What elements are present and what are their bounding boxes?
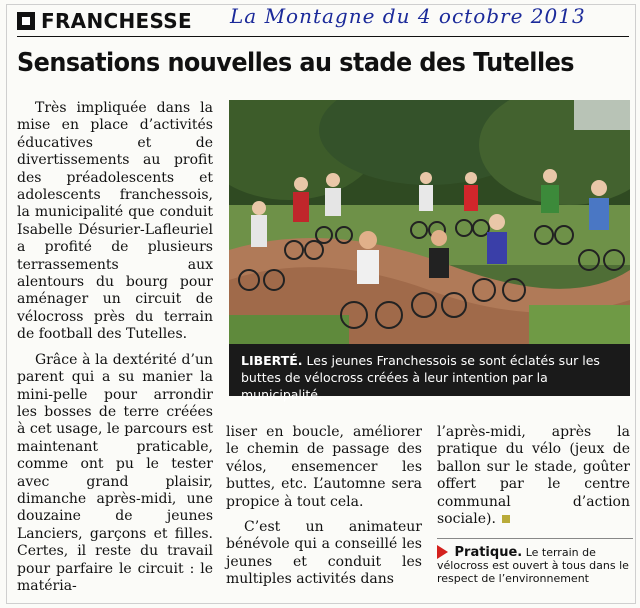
- paragraph: [437, 424, 630, 528]
- rubric-divider: [17, 36, 629, 37]
- caption-label: LIBERTÉ.: [241, 353, 303, 368]
- paragraph-text: l’après-midi, après la pratique du vélo (jeux de ballon sur le stade, goûter offert par le centre communal d’action sociale).: [437, 424, 630, 528]
- paragraph: liser en boucle, améliorer le chemin de passage des vélos, ensemencer les buttes, etc. L’automne sera propice à tout cela.: [226, 424, 422, 510]
- column-2: [226, 424, 422, 589]
- section-rubric: [17, 9, 192, 33]
- column-1: [17, 100, 213, 595]
- practical-info-box: [437, 538, 633, 585]
- column-3: [437, 424, 630, 528]
- article-photo: [229, 100, 630, 344]
- rubric-square-icon: [17, 12, 35, 30]
- practical-label: Pratique.: [454, 545, 523, 560]
- arrow-right-icon: [437, 545, 448, 559]
- article-headline: Sensations nouvelles au stade des Tutelles: [17, 48, 574, 78]
- paragraph: Grâce à la dextérité d’un parent qui a su manier la mini-pelle pour arrondir les bosses de terre créées à cet usage, le parcours est maintenant praticable, comme ont pu le tester avec grand plaisir, dimanche après-midi, une douzaine de jeunes Lanciers, garçons et filles. Certes, il reste du travail pour parfaire le circuit : le matéria-: [17, 351, 213, 594]
- paragraph: Très impliquée dans la mise en place d’activités éducatives et de divertissements au profit des préadolescents et adolescents franchessois, la municipalité que conduit Isabelle Désurier-Lafleuriel a profité de plusieurs terrassements aux alentours du bourg pour aménager un circuit de vélocross près du terrain de football des Tutelles.: [17, 100, 213, 343]
- practical-text: Le terrain de vélocross est ouvert à tous dans le respect de l’environnement: [437, 546, 629, 585]
- end-of-article-mark: [502, 515, 510, 523]
- rubric-title: FRANCHESSE: [41, 9, 192, 33]
- caption-text: Les jeunes Franchessois se sont éclatés sur les buttes de vélocross créées à leur intention par la municipalité.: [241, 353, 600, 402]
- photo-caption: [229, 344, 630, 402]
- paragraph: C’est un animateur bénévole qui a conseillé les jeunes et conduit les multiples activités dans: [226, 519, 422, 588]
- bmx-kids-photo: [229, 100, 630, 344]
- handwritten-source-note: La Montagne du 4 octobre 2013: [230, 4, 586, 28]
